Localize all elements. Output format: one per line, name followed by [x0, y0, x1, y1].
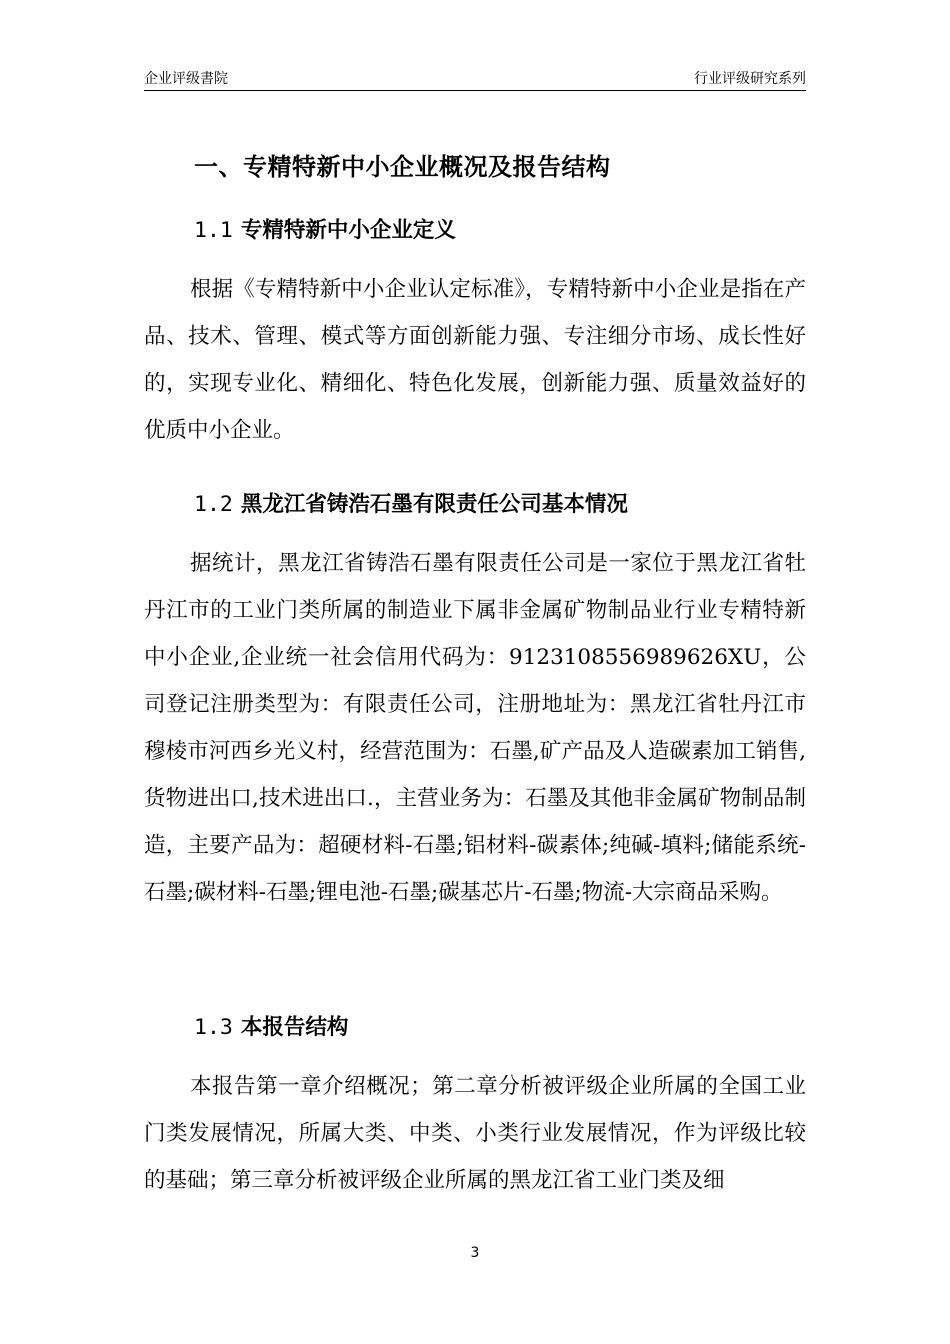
subsection-number: 1.1 [194, 218, 233, 243]
header-publisher: 企业评级書院 [144, 71, 228, 87]
subsection-title: 专精特新中小企业定义 [240, 218, 456, 243]
section-title: 一、专精特新中小企业概况及报告结构 [194, 153, 611, 181]
subsection-heading-1-1 [194, 213, 456, 244]
subsection-number: 1.2 [194, 492, 233, 517]
paragraph-company-info: 据统计，黑龙江省铸浩石墨有限责任公司是一家位于黑龙江省牡丹江市的工业门类所属的制造业下属非金属矿物制品业行业专精特新中小企业,企业统一社会信用代码为：9123108556989626XU，公司登记注册类型为：有限责任公司，注册地址为：黑龙江省牡丹江市穆棱市河西乡光义村，经营范围为：石墨,矿产品及人造碳素加工销售,货物进出口,技术进出口.，主营业务为：石墨及其他非金属矿物制品制造，主要产品为：超硬材料-石墨;铝材料-碳素体;纯碱-填料;储能系统-石墨;碳材料-石墨;锂电池-石墨;碳基芯片-石墨;物流-大宗商品采购。 [144, 551, 806, 905]
subsection-heading-1-2 [194, 487, 628, 518]
subsection-title: 本报告结构 [240, 1015, 349, 1040]
paragraph-definition: 根据《专精特新中小企业认定标准》，专精特新中小企业是指在产品、技术、管理、模式等方面创新能力强、专注细分市场、成长性好的，实现专业化、精细化、特色化发展，创新能力强、质量效益好的优质中小企业。 [144, 277, 806, 443]
subsection-title: 黑龙江省铸浩石墨有限责任公司基本情况 [240, 492, 628, 517]
paragraph-report-structure: 本报告第一章介绍概况；第二章分析被评级企业所属的全国工业门类发展情况，所属大类、中类、小类行业发展情况，作为评级比较的基础；第三章分析被评级企业所属的黑龙江省工业门类及细 [144, 1074, 806, 1193]
page-header [144, 66, 806, 91]
header-series: 行业评级研究系列 [694, 71, 806, 87]
page-number: 3 [470, 1245, 480, 1261]
subsection-heading-1-3 [194, 1010, 348, 1041]
subsection-number: 1.3 [194, 1015, 233, 1040]
